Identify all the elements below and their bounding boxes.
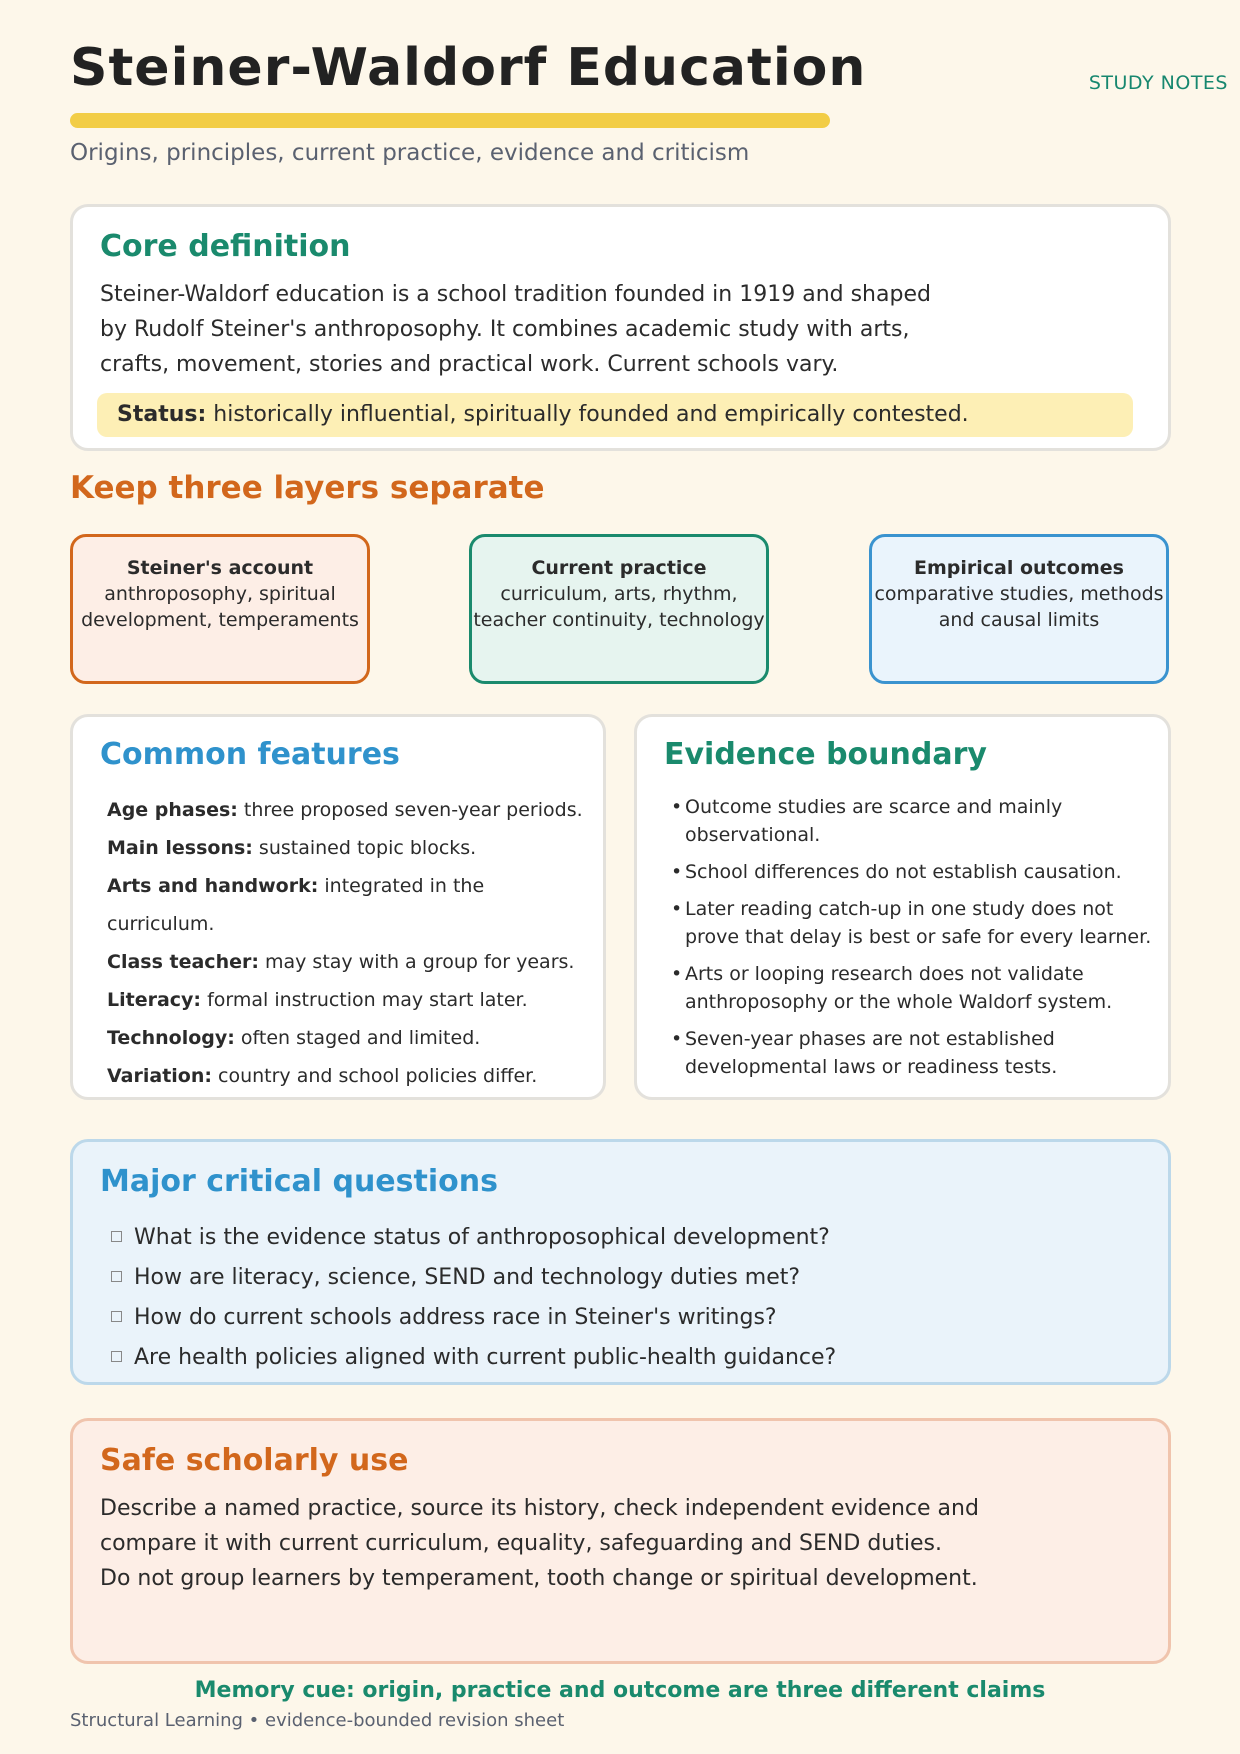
list-item [107, 943, 597, 981]
evidence-boundary-card [634, 714, 1171, 1100]
study-notes-tag: STUDY NOTES [1088, 72, 1228, 94]
layer-text: anthroposophy, spiritual development, temperaments [81, 583, 359, 631]
feature-label: Age phases: [107, 799, 238, 821]
critical-questions-card [70, 1139, 1171, 1385]
core-definition-heading: Core definition [100, 229, 351, 264]
checkbox-icon [111, 1271, 122, 1282]
features-list [107, 791, 597, 1095]
memory-cue: Memory cue: origin, practice and outcome are three different claims [194, 1678, 1046, 1703]
bullet-icon: • [671, 963, 683, 985]
layer-steiners-account [70, 534, 370, 684]
feature-text: sustained topic blocks. [252, 837, 477, 859]
layer-current-practice [469, 534, 769, 684]
safe-scholarly-use-heading: Safe scholarly use [100, 1443, 409, 1478]
bullet-icon: • [671, 898, 683, 920]
checkbox-icon [111, 1351, 122, 1362]
question-text: How are literacy, science, SEND and technology duties met? [134, 1265, 801, 1290]
status-label: Status: [117, 402, 207, 427]
bullet-icon: • [671, 861, 683, 883]
evidence-list [671, 793, 1171, 1090]
status-callout [97, 393, 1133, 437]
list-item [671, 895, 1171, 951]
feature-text: often staged and limited. [234, 1027, 481, 1049]
question-text: Are health policies aligned with current public-health guidance? [134, 1345, 837, 1370]
critical-questions-list [111, 1218, 1111, 1378]
question-text: What is the evidence status of anthroposophical development? [134, 1225, 830, 1250]
evidence-text: Seven-year phases are not established developmental laws or readiness tests. [685, 1028, 1058, 1078]
common-features-card [70, 714, 606, 1100]
safe-scholarly-use-body [100, 1491, 1140, 1596]
feature-label: Technology: [107, 1027, 235, 1049]
feature-text: integrated in the curriculum. [107, 875, 485, 935]
layer-title: Current practice [531, 557, 707, 579]
list-item [111, 1298, 1111, 1338]
layer-text: curriculum, arts, rhythm, teacher continuity, technology [473, 583, 765, 631]
list-item [111, 1338, 1111, 1378]
critical-questions-heading: Major critical questions [100, 1164, 498, 1199]
core-definition-body: Steiner-Waldorf education is a school tradition founded in 1919 and shaped by Rudolf Steiner's anthroposophy. It combines academic study with arts, crafts, movement, stories and practical work. Current schools vary. [100, 282, 931, 377]
list-item [671, 858, 1171, 886]
safe-line: Describe a named practice, source its history, check independent evidence and [100, 1496, 979, 1521]
feature-text: may stay with a group for years. [258, 951, 575, 973]
page-title: Steiner-Waldorf Education [70, 38, 867, 98]
question-text: How do current schools address race in Steiner's writings? [134, 1305, 777, 1330]
layer-title: Steiner's account [126, 557, 314, 579]
evidence-text: School differences do not establish causation. [685, 861, 1122, 883]
layer-title: Empirical outcomes [914, 557, 1124, 579]
evidence-text: Arts or looping research does not validate anthroposophy or the whole Waldorf system. [685, 963, 1113, 1013]
bullet-icon: • [671, 1028, 683, 1050]
feature-label: Variation: [107, 1065, 212, 1087]
status-text: historically influential, spiritually founded and empirically contested. [206, 402, 969, 427]
layers-heading: Keep three layers separate [70, 470, 545, 506]
feature-text: formal instruction may start later. [201, 989, 528, 1011]
feature-label: Arts and handwork: [107, 875, 319, 897]
checkbox-icon [111, 1231, 122, 1242]
safe-line: Do not group learners by temperament, tooth change or spiritual development. [100, 1566, 978, 1591]
safe-line: compare it with current curriculum, equality, safeguarding and SEND duties. [100, 1531, 942, 1556]
evidence-boundary-heading: Evidence boundary [664, 737, 987, 772]
list-item [107, 791, 597, 829]
feature-label: Class teacher: [107, 951, 259, 973]
list-item [107, 1057, 597, 1095]
list-item [671, 960, 1171, 1016]
safe-scholarly-use-card [70, 1418, 1171, 1664]
evidence-text: Outcome studies are scarce and mainly observational. [685, 796, 1063, 846]
title-underline [70, 113, 830, 128]
list-item [671, 793, 1171, 849]
list-item [107, 829, 597, 867]
feature-label: Main lessons: [107, 837, 253, 859]
list-item [671, 1025, 1171, 1081]
feature-text: country and school policies differ. [211, 1065, 538, 1087]
list-item [107, 867, 597, 943]
feature-label: Literacy: [107, 989, 202, 1011]
common-features-heading: Common features [100, 737, 400, 772]
page-subtitle: Origins, principles, current practice, evidence and criticism [70, 140, 750, 166]
list-item [111, 1218, 1111, 1258]
list-item [111, 1258, 1111, 1298]
core-definition-card [70, 204, 1171, 451]
bullet-icon: • [671, 796, 683, 818]
checkbox-icon [111, 1311, 122, 1322]
layer-text: comparative studies, methods and causal limits [874, 583, 1164, 631]
footer-text: Structural Learning • evidence-bounded revision sheet [70, 1710, 565, 1731]
list-item [107, 1019, 597, 1057]
feature-text: three proposed seven-year periods. [237, 799, 583, 821]
evidence-text: Later reading catch-up in one study does not prove that delay is best or safe for every learner. [685, 898, 1152, 948]
layer-empirical-outcomes [869, 534, 1169, 684]
list-item [107, 981, 597, 1019]
